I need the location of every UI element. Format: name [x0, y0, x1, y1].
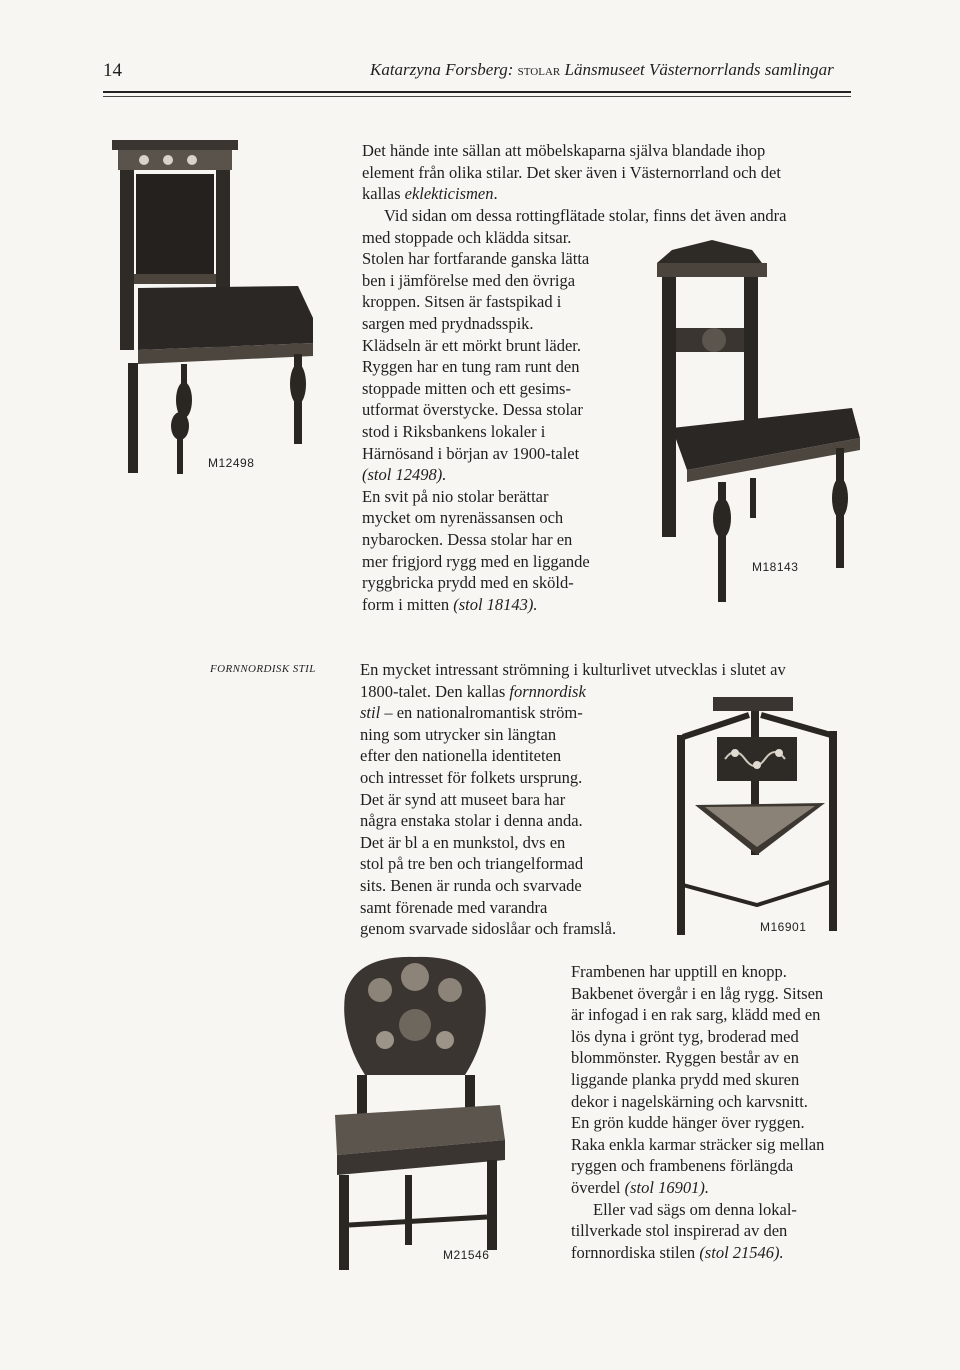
text-line: Det hände inte sällan att möbelskaparna själva blandade ihop: [362, 141, 766, 160]
text-line: Vid sidan om dessa rottingflätade stolar, finns det även andra: [384, 206, 787, 225]
side-heading: FORNNORDISK STIL: [210, 663, 316, 675]
text-line: En mycket intressant strömning i kulturlivet utvecklas i slutet av: [360, 660, 786, 679]
text-line: En svit på nio stolar berättar: [362, 486, 549, 506]
text-line: mycket om nyrenässansen och: [362, 508, 564, 528]
text-line: och intresset för folkets ursprung.: [360, 767, 583, 787]
text-line: dekor i nagelskärning och karvsnitt.: [571, 1091, 808, 1111]
text-line: utformat överstycke. Dessa stolar: [362, 400, 583, 420]
text-line: genom svarvade sidoslåar och framslå.: [360, 919, 617, 939]
text-line: mer frigjord rygg med en liggande: [362, 551, 590, 571]
chair-12498-illustration: [108, 138, 318, 488]
text-line: Det är synd att museet bara har: [360, 789, 566, 809]
text-line: samt förenade med varandra: [360, 897, 548, 917]
page-number: 14: [103, 60, 122, 81]
text-line: kallas eklekticismen.: [362, 184, 498, 204]
chair-12498-label: M12498: [208, 456, 255, 470]
running-header: [370, 60, 834, 80]
text-line: ryggbricka prydd med en sköld-: [362, 573, 574, 593]
header-author: Katarzyna Forsberg:: [370, 60, 514, 79]
text-line: Frambenen har upptill en knopp.: [571, 962, 787, 981]
chair-16901-illustration: [665, 695, 850, 945]
text-line: liggande planka prydd med skuren: [571, 1069, 800, 1089]
chair-21546-label: M21546: [443, 1248, 490, 1262]
text-line: stol på tre ben och triangelformad: [360, 854, 584, 874]
text-line: är infogad i en rak sarg, klädd med en: [571, 1005, 821, 1025]
header-rule: [103, 91, 851, 93]
text-line: tillverkade stol inspirerad av den: [571, 1221, 788, 1241]
text-line: ryggen och frambenens förlängda: [571, 1156, 794, 1176]
text-line: ben i jämförelse med den övriga: [362, 270, 576, 290]
text-line: Härnösand i början av 1900-talet: [362, 443, 580, 463]
chair-18143-label: M18143: [752, 560, 799, 574]
text-line: Klädseln är ett mörkt brunt läder.: [362, 335, 582, 355]
text-line: med stoppade och klädda sitsar.: [362, 227, 572, 247]
chair-reference: (stol 12498).: [362, 465, 447, 485]
text-line: stoppade mitten och ett gesims-: [362, 378, 571, 398]
text-line: lös dyna i grönt tyg, broderad med: [571, 1026, 799, 1046]
text-line: Bakbenet övergår i en låg rygg. Sitsen: [571, 983, 824, 1003]
paragraph-eklekticism: [362, 140, 781, 205]
text-line: kroppen. Sitsen är fastspikad i: [362, 292, 562, 312]
text-line: 1800-talet. Den kallas fornnordisk: [360, 681, 586, 701]
text-line: Stolen har fortfarande ganska lätta: [362, 249, 590, 269]
text-line: sits. Benen är runda och svarvade: [360, 875, 582, 895]
text-line: nybarocken. Dessa stolar har en: [362, 529, 573, 549]
text-line: ning som utrycker sin längtan: [360, 724, 557, 744]
text-line: Det är bl a en munkstol, dvs en: [360, 832, 566, 852]
text-line: stod i Riksbankens lokaler i: [362, 421, 546, 441]
paragraph-munkstol-description: [571, 961, 824, 1263]
text-line: element från olika stilar. Det sker även i Västernorrland och det: [362, 162, 781, 182]
chair-16901-label: M16901: [760, 920, 807, 934]
text-line: sargen med prydnadsspik.: [362, 313, 534, 333]
text-line: några enstaka stolar i denna anda.: [360, 811, 583, 831]
header-title: Länsmuseet Västernorrlands samlingar: [564, 60, 834, 79]
text-line: Eller vad sägs om denna lokal-: [593, 1199, 797, 1219]
chair-21546-illustration: [325, 955, 510, 1275]
header-rule-thin: [103, 96, 851, 97]
chair-18143-illustration: [652, 238, 867, 613]
text-line: Ryggen har en tung ram runt den: [362, 357, 580, 377]
text-line: Raka enkla karmar sträcker sig mellan: [571, 1134, 825, 1154]
text-line: form i mitten (stol 18143).: [362, 594, 538, 614]
text-line: efter den nationella identiteten: [360, 746, 562, 766]
text-line: En grön kudde hänger över ryggen.: [571, 1113, 805, 1133]
text-line: fornnordiska stilen (stol 21546).: [571, 1242, 784, 1262]
header-section: stolar: [517, 63, 561, 79]
text-line: stil – en nationalromantisk ström-: [360, 703, 583, 723]
text-line: överdel (stol 16901).: [571, 1177, 709, 1197]
text-line: blommönster. Ryggen består av en: [571, 1048, 800, 1068]
